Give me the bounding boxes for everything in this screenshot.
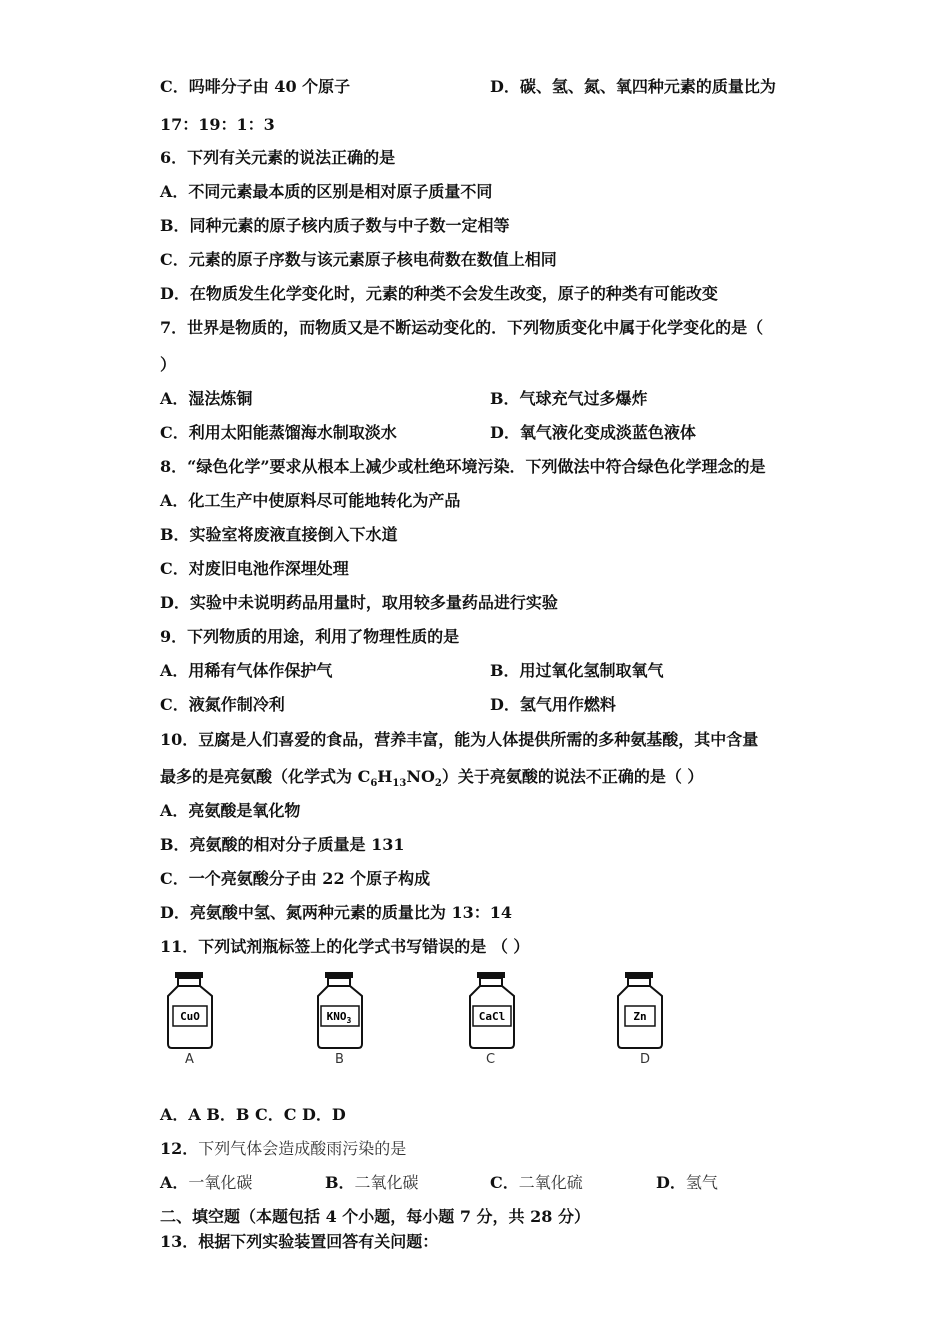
q10-formula-o-count: 2 [434, 778, 442, 790]
q10-formula-h-count: 13 [392, 778, 407, 790]
q10-stem-suffix: ）关于亮氨酸的说法不正确的是（ ） [441, 767, 704, 786]
bottle-a-letter: A [185, 1052, 194, 1067]
bottle-c-letter: C [486, 1052, 496, 1067]
q6-option-b: B．同种元素的原子核内质子数与中子数一定相等 [160, 216, 510, 235]
q5-option-d: D．碳、氢、氮、氧四种元素的质量比为 [490, 77, 776, 96]
q10-stem-line2 [160, 767, 704, 790]
bottle-d-letter: D [640, 1052, 651, 1067]
q8-stem: 8．“绿色化学”要求从根本上减少或杜绝环境污染．下列做法中符合绿色化学理念的是 [160, 457, 766, 476]
q10-option-a: A．亮氨酸是氧化物 [160, 801, 301, 820]
q7-option-c: C．利用太阳能蒸馏海水制取淡水 [160, 423, 397, 442]
q12-option-a: A．一氧化碳 [160, 1173, 253, 1192]
section-2-title: 二、填空题（本题包括 4 个小题，每小题 7 分，共 28 分） [160, 1207, 590, 1226]
bottle-c-label: CaCl [478, 1010, 506, 1023]
q8-option-a: A．化工生产中使原料尽可能地转化为产品 [160, 491, 461, 510]
bottle-b-label: $KNO_3$ [326, 1010, 352, 1025]
q10-option-c: C．一个亮氨酸分子由 22 个原子构成 [160, 869, 431, 888]
q6-option-a: A．不同元素最本质的区别是相对原子质量不同 [160, 182, 493, 201]
q10-formula-h: H [377, 767, 393, 786]
q5-option-d-continued: 17：19：1：3 [160, 115, 275, 134]
q9-option-c: C．液氮作制冷利 [160, 695, 285, 714]
q8-option-c: C．对废旧电池作深埋处理 [160, 559, 349, 578]
bottle-b-letter: B [335, 1052, 344, 1067]
q7-option-a: A．湿法炼铜 [160, 389, 253, 408]
bottle-b-label-sub: 3 [346, 1016, 352, 1025]
q9-option-a: A．用稀有气体作保护气 [160, 661, 333, 680]
q10-stem-prefix: 最多的是亮氨酸（化学式为 C [160, 767, 371, 786]
q7-stem-continued: ） [160, 355, 177, 374]
q8-option-d: D．实验中未说明药品用量时，取用较多量药品进行实验 [160, 593, 558, 612]
q9-option-b: B．用过氧化氢制取氧气 [490, 661, 664, 680]
q12-number: 12． [160, 1139, 199, 1158]
q10-stem: 10．豆腐是人们喜爱的食品，营养丰富，能为人体提供所需的多种氨基酸，其中含量 [160, 730, 759, 749]
q6-option-d: D．在物质发生化学变化时，元素的种类不会发生改变，原子的种类有可能改变 [160, 284, 718, 303]
bottle-a-label: CuO [180, 1010, 200, 1023]
bottle-d-label: Zn [633, 1010, 647, 1023]
q12-stem-line [160, 1139, 406, 1159]
q6-option-c: C．元素的原子序数与该元素原子核电荷数在数值上相同 [160, 250, 557, 269]
q9-option-d: D．氢气用作燃料 [490, 695, 616, 714]
q11-options: A．A B．B C．C D．D [160, 1105, 346, 1124]
q12-stem: 下列气体会造成酸雨污染的是 [198, 1139, 407, 1158]
q7-option-b: B．气球充气过多爆炸 [490, 389, 648, 408]
q8-option-b: B．实验室将废液直接倒入下水道 [160, 525, 398, 544]
q5-option-c: C．吗啡分子由 40 个原子 [160, 77, 351, 96]
q12-option-c: C．二氧化硫 [490, 1173, 583, 1192]
q10-formula-c-count: 6 [370, 778, 378, 790]
q12-option-d: D．氢气 [656, 1173, 718, 1192]
q13-stem: 13．根据下列实验装置回答有关问题： [160, 1232, 439, 1251]
q12-option-b: B．二氧化碳 [325, 1173, 419, 1192]
q11-stem: 11．下列试剂瓶标签上的化学式书写错误的是 （ ） [160, 937, 530, 956]
q10-option-b: B．亮氨酸的相对分子质量是 131 [160, 835, 405, 854]
q9-stem: 9．下列物质的用途，利用了物理性质的是 [160, 627, 460, 646]
q7-stem: 7．世界是物质的，而物质又是不断运动变化的．下列物质变化中属于化学变化的是（ [160, 318, 764, 337]
q7-option-d: D．氧气液化变成淡蓝色液体 [490, 423, 696, 442]
q10-formula-no: NO [406, 767, 435, 786]
q10-option-d: D．亮氨酸中氢、氮两种元素的质量比为 13：14 [160, 903, 512, 922]
q6-stem: 6．下列有关元素的说法正确的是 [160, 148, 396, 167]
